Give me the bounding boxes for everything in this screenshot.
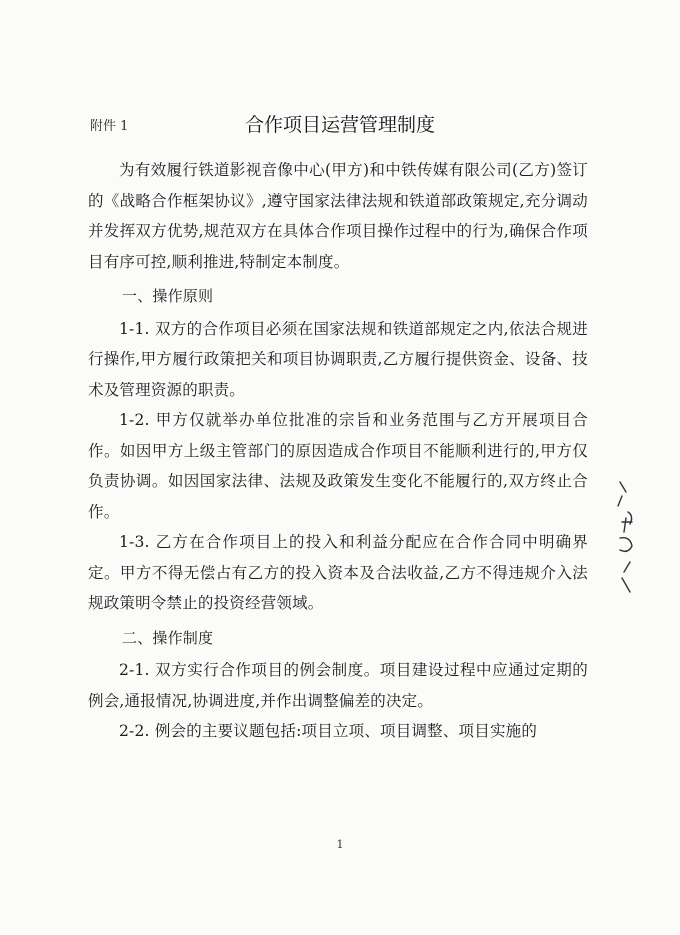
paragraph: 1-2. 甲方仅就举办单位批准的宗旨和业务范围与乙方开展项目合作。如因甲方上级主管部门的原因造成合作项目不能顺利进行的,甲方仅负责协调。如因国家法律、法规及政策发生变化不能履行的,双方终止合作。 xyxy=(88,411,588,521)
paragraph: 1-3. 乙方在合作项目上的投入和利益分配应在合作合同中明确界定。甲方不得无偿占有乙方的投入资本及合法收益,乙方不得违规介入法规政策明令禁止的投资经营领域。 xyxy=(88,533,588,612)
paragraph: 2-2. 例会的主要议题包括:项目立项、项目调整、项目实施的 xyxy=(119,722,538,740)
document-title: 合作项目运营管理制度 xyxy=(244,114,435,136)
paragraph: 1-1. 双方的合作项目必须在国家法规和铁道部规定之内,依法合规进行操作,甲方履行政策把关和项目协调职责,乙方履行提供资金、设备、技术及管理资源的职责。 xyxy=(88,319,588,399)
section-heading: 一、操作原则 xyxy=(122,287,214,305)
handwritten-mark-icon xyxy=(612,478,642,598)
document-body xyxy=(88,155,588,747)
page-number: 1 xyxy=(336,838,344,851)
section-heading: 二、操作制度 xyxy=(122,628,214,647)
paragraph: 2-1. 双方实行合作项目的例会制度。项目建设过程中应通过定期的例会,通报情况,协调进度,并作出调整偏差的决定。 xyxy=(88,661,588,710)
attachment-label: 附件 1 xyxy=(90,119,129,134)
intro-paragraph: 为有效履行铁道影视音像中心(甲方)和中铁传媒有限公司(乙方)签订的《战略合作框架协议》,遵守国家法律法规和铁道部政策规定,充分调动并发挥双方优势,规范双方在具体合作项目操作过程中的行为,确保合作项目有序可控,顺利推进,特制定本制度。 xyxy=(88,161,588,271)
